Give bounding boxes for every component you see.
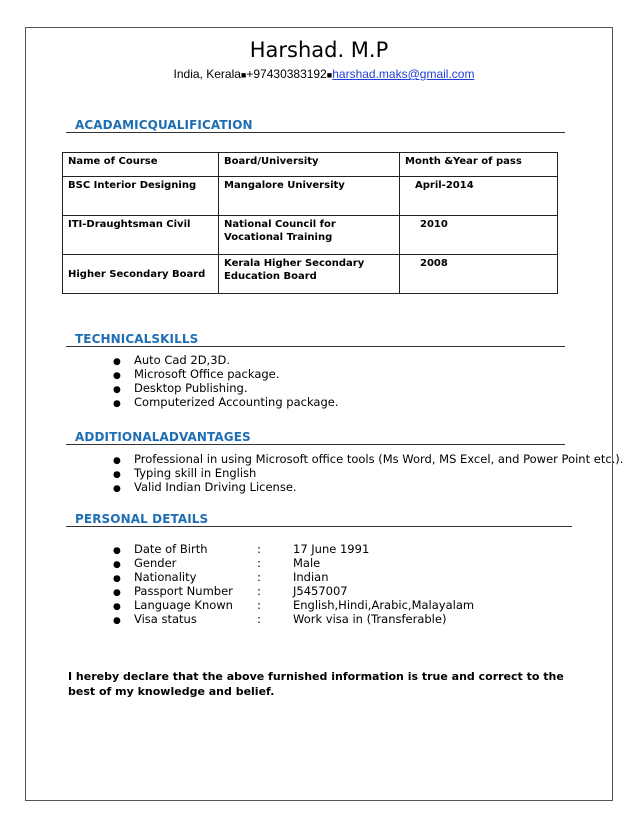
detail-value: Male [293,556,321,570]
qualification-table [62,152,558,294]
year-cell: 2008 [400,255,558,294]
table-row [63,177,558,216]
list-item: ● Valid Indian Driving License. [113,480,297,494]
detail-colon: : [257,556,261,570]
personal-detail-row [113,612,474,626]
personal-details-list [113,542,474,626]
list-item: ● Professional in using Microsoft office tools (Ms Word, MS Excel, and Power Point etc.). [113,452,624,466]
bullet-icon: ● [113,456,121,466]
declaration-text: I hereby declare that the above furnished information is true and correct to the best of my knowledge and belief. [68,670,564,698]
list-item: ● Computerized Accounting package. [113,395,339,409]
technical-skills-list [113,353,339,409]
column-header: Name of Course [63,153,219,177]
detail-label: Passport Number [134,584,233,598]
year-cell: April-2014 [400,177,558,216]
section-divider [66,526,572,527]
detail-label: Visa status [134,612,197,626]
detail-colon: : [257,612,261,626]
detail-label: Language Known [134,598,233,612]
candidate-name: Harshad. M.P [249,38,389,62]
board-cell: Mangalore University [219,177,400,216]
column-header: Month &Year of pass [400,153,558,177]
section-divider [66,346,565,347]
section-title-technical-skills: TECHNICALSKILLS [75,332,199,346]
detail-label: Nationality [134,570,197,584]
section-title-qualification: ACADAMICQUALIFICATION [75,118,253,132]
additional-advantages-list [113,452,623,494]
board-cell: National Council for Vocational Training [219,216,400,255]
detail-label: Gender [134,556,177,570]
table-header-row [63,153,558,177]
detail-value: English,Hindi,Arabic,Malayalam [293,598,475,612]
bullet-icon: ● [113,357,121,367]
column-header: Board/University [219,153,400,177]
personal-detail-row [113,542,474,556]
detail-colon: : [257,598,261,612]
table-row [63,216,558,255]
personal-detail-row [113,598,474,612]
bullet-icon: ● [113,399,121,409]
course-cell: Higher Secondary Board [63,255,219,294]
detail-value: 17 June 1991 [293,542,370,556]
detail-colon: : [257,570,261,584]
bullet-icon: ● [113,616,121,626]
list-item: ● Auto Cad 2D,3D. [113,353,231,367]
bullet-icon: ● [113,484,121,494]
section-divider [66,132,565,133]
bullet-icon: ● [113,546,121,556]
bullet-icon: ● [113,588,121,598]
detail-label: Date of Birth [134,542,208,556]
course-cell: BSC Interior Designing [63,177,219,216]
contact-line [0,67,638,81]
detail-colon: : [257,584,261,598]
email-link[interactable]: harshad.maks@gmail.com [332,67,475,81]
detail-colon: : [257,542,261,556]
personal-detail-row [113,570,474,584]
list-item: ● Typing skill in English [113,466,257,480]
contact-phone: +97430383192 [246,67,327,81]
separator-icon: ■ [326,70,333,80]
detail-value: Indian [293,570,329,584]
personal-detail-row [113,584,474,598]
table-row [63,255,558,294]
detail-value: J5457007 [293,584,348,598]
bullet-icon: ● [113,574,121,584]
section-title-additional-advantages: ADDITIONALADVANTAGES [75,430,251,444]
bullet-icon: ● [113,602,121,612]
personal-detail-row [113,556,474,570]
list-item: ● Microsoft Office package. [113,367,280,381]
bullet-icon: ● [113,385,121,395]
board-cell: Kerala Higher Secondary Education Board [219,255,400,294]
list-item: ● Desktop Publishing. [113,381,248,395]
year-cell: 2010 [400,216,558,255]
bullet-icon: ● [113,560,121,570]
section-divider [66,444,565,445]
course-cell: ITI-Draughtsman Civil [63,216,219,255]
section-title-personal-details: PERSONAL DETAILS [75,512,209,526]
contact-location: India, Kerala [173,67,241,81]
bullet-icon: ● [113,371,121,381]
detail-value: Work visa in (Transferable) [293,612,447,626]
separator-icon: ■ [240,70,247,80]
bullet-icon: ● [113,470,121,480]
